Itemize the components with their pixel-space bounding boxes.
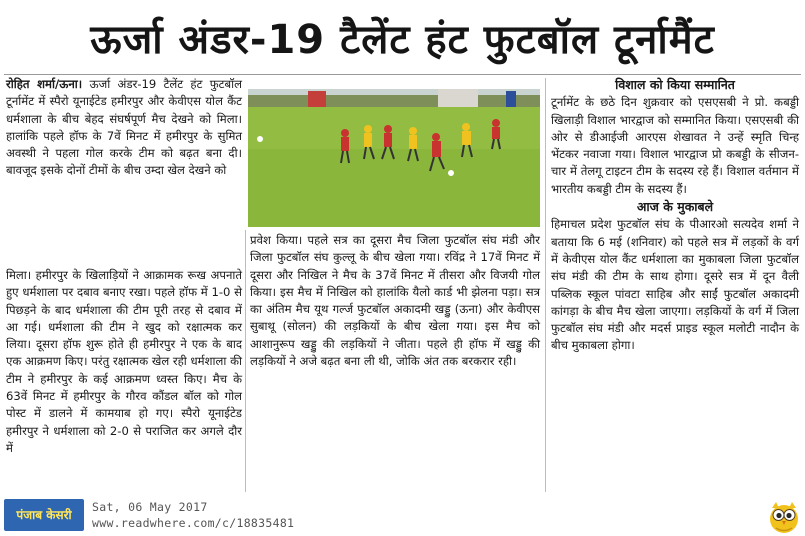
article-column-2: प्रवेश किया। पहले सत्र का दूसरा मैच जिला फुटबॉल संघ मंडी और जिला फुटबॉल संघ कुल्लू के बीच खेला गया। रविंद्र ने 17वें मिनट में दूसरा और निखिल ने मैच के 37वें मिनट में तीसरा और विजयी गोल किया। इस मैच में निखिल को हालांकि यैलो कार्ड भी झेलना पड़ा। सत्र का अंतिम मैच यूथ गर्ल्ज फुटबॉल अकादमी खड्डु (ऊना) और केवीएस सुबाथू (सोलन) की लड़कियों के बीच खेला गया। इस मैच को आशानुरूप खड्डु की लड़कियों ने जीता। पहले ही हॉफ में खड्डु की लड़कियों ने अजे बढ़त बना ली थी, जोकि अंत तक बरकरार रही। [250,233,540,369]
footer-bar [0,496,805,536]
publication-logo [4,499,84,531]
owl-icon [768,500,800,534]
headline: ऊर्जा अंडर-19 टैलेंट हंट फुटबॉल टूर्नामैंट [90,16,715,63]
byline: रोहित शर्मा/ऊना। [6,77,83,91]
rule-under-headline [4,74,801,75]
logo-text: पंजाब केसरी [16,507,72,522]
sidebar-column [551,76,799,355]
sidebar-2-title: आज के मुकाबले [636,199,714,215]
sidebar-1-body: टूर्नामेंट के छठे दिन शुक्रवार को एसएसबी ने प्रो. कबड्डी खिलाड़ी विशाल भारद्वाज को सम्मानित किया। एसएसबी की ओर से डीआईजी आरएस शेखावत ने उन्हें स्मृति चिन्ह भेंटकर नवाजा गया। विशाल भारद्वाज प्रो कबड्डी के सीजन-चार में तेलगू टाइटन टीम के सदस्य रहे हैं। विशाल वर्तमान में भारतीय कबड्डी टीम के सदस्य हैं। [551,95,799,196]
article-column-1-top [6,76,242,180]
article-text-1: ऊर्जा अंडर-19 टैलेंट हंट फुटबॉल टूर्नामेंट में स्पैरो यूनाईटेड हमीरपुर और केवीएस योल कैंट धर्मशाला के बीच बेहद संघर्षपूर्ण मैच देखने को मिला। हालांकि पहले हॉफ के 7वें मिनट में हमीरपुर के सुमित अवस्थी ने पहला गोल करके टीम को बढ़त बना दी। बावजूद इसके दोनों टीमों के बीच उम्दा खेल देखने को [6,77,243,178]
column-divider-left [245,230,246,492]
source-url[interactable]: www.readwhere.com/c/18835481 [92,516,295,530]
column-divider-right [545,78,546,492]
sidebar-1-title: विशाल को किया सम्मानित [615,77,735,92]
article-column-1-bottom: मिला। हमीरपुर के खिलाड़ियों ने आक्रामक रूख अपनाते हुए धर्मशाला पर दबाव बनाए रखा। पहले हॉफ में 1-0 से पिछड़ने के बाद धर्मशाला की टीम पूरी तरह से दबाव में आ गई। धर्मशाला की टीम ने खुद को रक्षात्मक कर लिया। दूसरा हॉफ शुरू होते ही हमीरपुर ने एक के बाद एक आक्रमण किए। परंतु रक्षात्मक खेल रही धर्मशाला की टीम ने हमीरपुर के कई आक्रमण ध्वस्त किए। मैच के 63वें मिनट में हमीरपुर के गौरव कौंडल बॉल को गोल पोस्ट में डालने में कामयाब हो गए। स्पैरो यूनाईटेड हमीरपुर ने धर्मशाला को 2-0 से पराजित कर अगले दौर में [6,268,242,455]
sidebar-2-body: हिमाचल प्रदेश फुटबॉल संघ के पीआरओ सत्यदेव शर्मा ने बताया कि 6 मई (शनिवार) को पहले सत्र में लड़कों के वर्ग में केवीएस योल कैंट धर्मशाला का मुकाबला जिला फुटबॉल संघ मंडी की टीम के साथ होगा। दूसरे सत्र में दून वैली पब्लिक स्कूल पांवटा साहिब और साईं फुटबॉल अकादमी कांगड़ा के बीच मैच खेला जाएगा। लड़कियों के वर्ग में जिला फुटबॉल संघ मंडी और मदर्स प्राइड स्कूल मलोटी नादौन के बीच मुकाबला होगा। [551,217,799,353]
match-photo [248,89,540,227]
issue-date: Sat, 06 May 2017 [92,500,208,514]
